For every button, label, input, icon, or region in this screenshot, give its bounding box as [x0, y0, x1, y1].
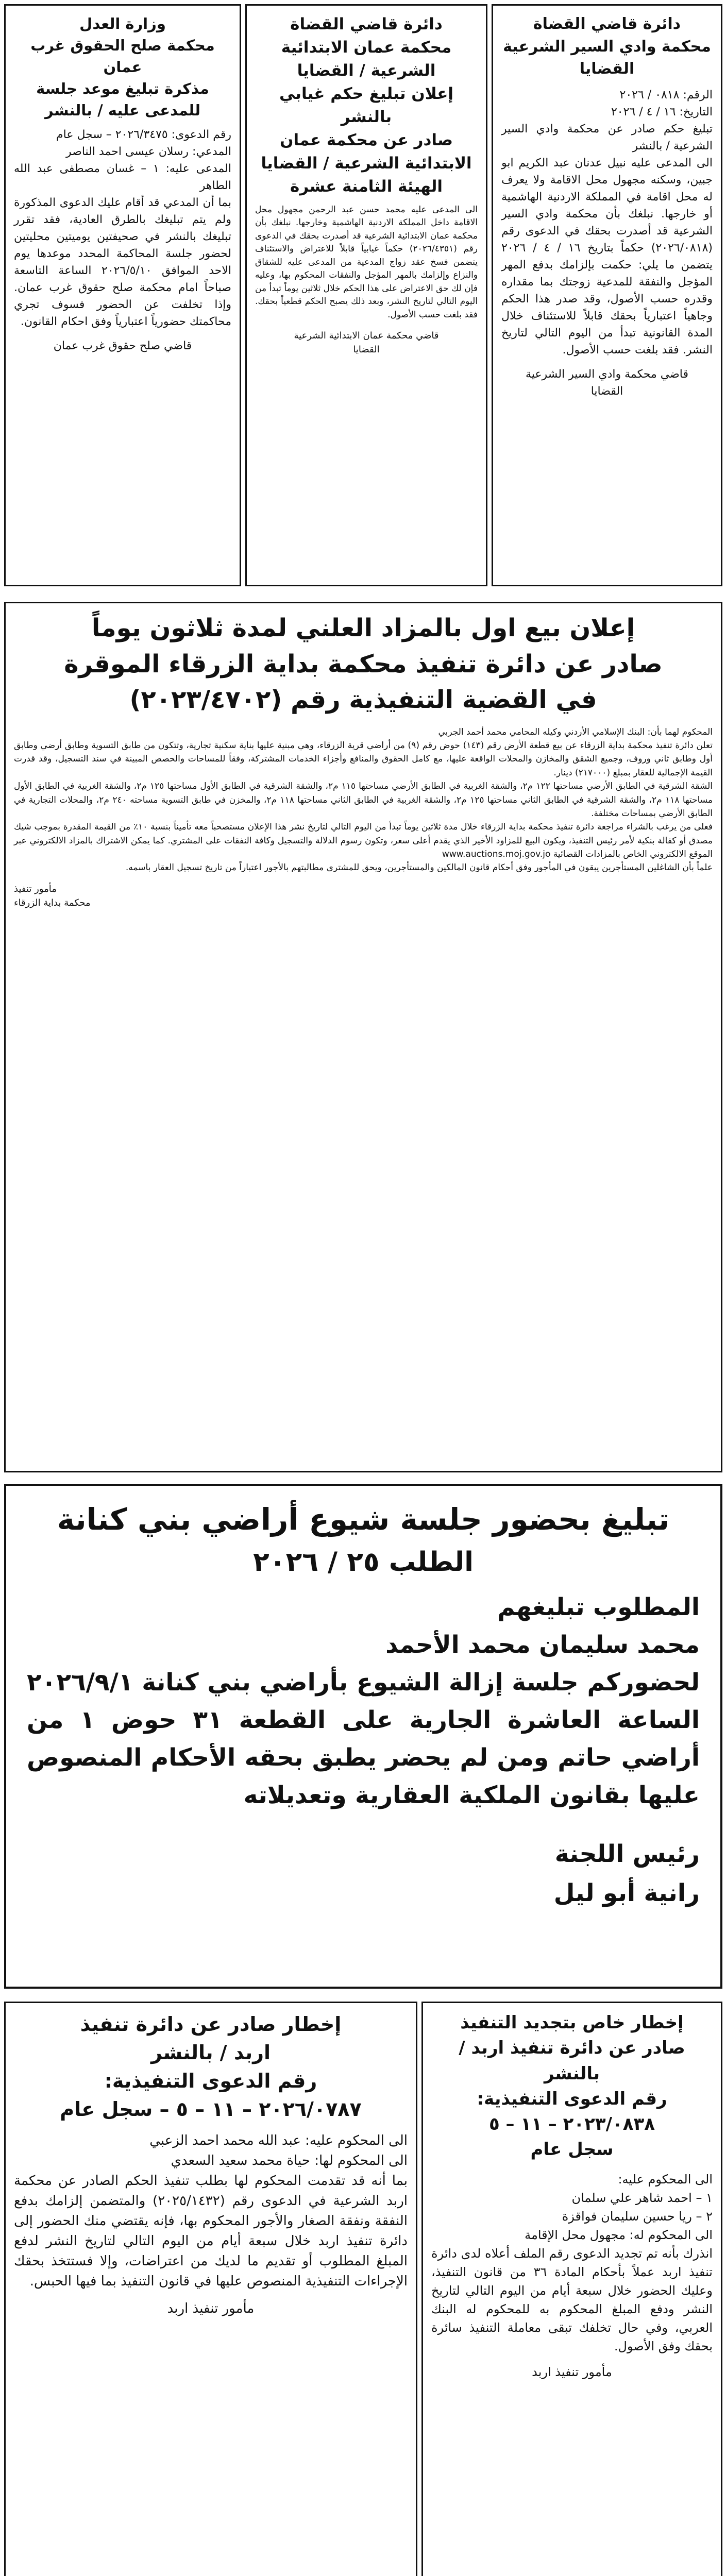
zarqa-auction-notice: [4, 602, 722, 1472]
notice-body: المطلوب تبليغهم محمد سليمان محمد الأحمد لحضوركم جلسة إزالة الشيوع بأراضي بني كنانة ٢٠٢٦/٩/١ الساعة العاشرة الجارية على القطعة ٣١ حوض ١ من أراضي حاتم ومن لم يحضر يطبق بحقه الأحكام المنصوص عليها بقانون الملكية العقارية وتعديلاته: [27, 1593, 700, 1809]
irbid-execution-notice: [4, 2002, 417, 2576]
notice-title: تبليغ بحضور جلسة شيوع أراضي بني كنانة: [57, 1502, 670, 1537]
request-number: الطلب ٢٥ / ٢٠٢٦: [252, 1547, 474, 1578]
notice-header: وزارة العدل محكمة صلح الحقوق غرب عمان مذكرة تبليغ موعد جلسة للمدعى عليه / بالنشر: [30, 15, 215, 120]
notice-signature: قاضي محكمة وادي السير الشرعية القضايا: [526, 367, 688, 398]
auction-headline: إعلان بيع اول بالمزاد العلني لمدة ثلاثون يوماً صادر عن دائرة تنفيذ محكمة بداية الزرقاء الموقرة في القضية التنفيذية رقم (٢٠٢٣/٤٧٠٢): [64, 614, 663, 715]
notice-body: الى المحكوم عليه: ١ – احمد شاهر علي سلمان ٢ – ريا حسين سليمان فواقزة الى المحكوم له: مجهول محل الإقامة انذرك بأنه تم تجديد الدعوى رقم الملف أعلاه لدى دائرة تنفيذ اربد عملاً بأحكام المادة ٣٦ من قانون التنفيذ، وعليك الحضور خلال سبعة أيام من اليوم التالي لتاريخ النشر ودفع المبلغ المحكوم به للمحكوم له البنك العربي، وفي حال تخلفك تبقى معاملة التنفيذ سائرة بحقك وفق الأصول.: [431, 2172, 713, 2353]
notice-header: إخطار صادر عن دائرة تنفيذ اربد / بالنشر رقم الدعوى التنفيذية: ٢٠٢٦/٠٧٨٧ – ١١ – ٥ – سجل عام: [60, 2013, 362, 2121]
wadi-al-seer-court-notice: [492, 4, 722, 586]
notice-body: الى المحكوم عليه: عبد الله محمد احمد الزعبي الى المحكوم لها: حياة محمد سعيد السعدي بما أنه قد تقدمت المحكوم لها بطلب تنفيذ الحكم الصادر عن محكمة اربد الشرعية في الدعوى رقم (٢٠٢٥/١٤٣٢) والمتضمن إلزامك بدفع النفقة ونفقة الصغار والأجور المحكوم بها، فإنه يقتضي منك الحضور إلى دائرة تنفيذ اربد خلال سبعة أيام من اليوم التالي لتاريخ النشر لدفع المبلغ المطلوب أو تقديم ما لديك من اعتراضات، وإلا فستتخذ بحقك الإجراءات التنفيذية المنصوص عليها في قانون التنفيذ بما فيها الحبس.: [14, 2133, 408, 2290]
irbid-execution-renewal-notice: [421, 2002, 722, 2576]
notice-header: دائرة قاضي القضاة محكمة عمان الابتدائية الشرعية / القضايا إعلان تبليغ حكم غيابي بالنشر صادر عن محكمة عمان الابتدائية الشرعية / القضايا الهيئة الثامنة عشرة: [261, 15, 472, 196]
bani-kinana-notice: [4, 1484, 722, 1989]
notice-signature: قاضي صلح حقوق غرب عمان: [53, 340, 192, 353]
notice-signature: قاضي محكمة عمان الابتدائية الشرعية القضايا: [294, 330, 439, 355]
notice-body: الرقم: ٠٨١٨ / ٢٠٢٦ التاريخ: ١٦ / ٤ / ٢٠٢٦ تبليغ حكم صادر عن محكمة وادي السير الشرعية / بالنشر الى المدعى عليه نبيل عدنان عبد الكريم ابو جبين، وسكنه مجهول محل الاقامة ولا يعرف له محل اقامة في المملكة الاردنية الهاشمية أو خارجها. نبلغك بأن محكمة وادي السير الشرعية قد أصدرت بحقك في الدعوى رقم (٢٠٢٦/٠٨١٨) حكماً بتاريخ ١٦ / ٤ / ٢٠٢٦ يتضمن ما يلي: حكمت بإلزامك بدفع المهر المؤجل والنفقة للمدعية زوجتك بما مقداره وقدره حسب الأصول، وقد صدر هذا الحكم وجاهياً اعتبارياً بحقك قابلاً للاستئناف خلال المدة القانونية تبدأ من اليوم التالي لتاريخ النشر. فقد بلغت حسب الأصول.: [501, 88, 713, 357]
notice-body: رقم الدعوى: ٢٠٢٦/٣٤٧٥ – سجل عام المدعي: رسلان عيسى احمد الناصر المدعى عليه: ١ – غسان مصطفى عبد الله الطاهر بما أن المدعي قد أقام عليك الدعوى المذكورة ولم يتم تبليغك بالطرق العادية، فقد تقرر تبليغك بالنشر في صحيفتين يوميتين محليتين لحضور جلسة المحاكمة المحدد موعدها يوم الاحد الموافق ٢٠٢٦/٥/١٠ الساعة التاسعة صباحاً امام محكمة صلح حقوق غرب عمان. وإذا تخلفت عن الحضور فسوف تجري محاكمتك حضورياً اعتبارياً وفق احكام القانون.: [14, 128, 231, 329]
notice-header: دائرة قاضي القضاة محكمة وادي السير الشرعية القضايا: [503, 15, 711, 78]
justice-ministry-notice: [4, 4, 241, 586]
auction-body: المحكوم لهما بأن: البنك الإسلامي الأردني وكيله المحامي محمد أحمد الجربي تعلن دائرة تنفيذ محكمة بداية الزرقاء عن بيع قطعة الأرض رقم (١٤٣) حوض رقم (٩) من أراضي قرية الزرقاء، وهي مبنية عليها بناية سكنية تجارية، وتتكون من طابق التسوية وطابق أرضي وطابق أول وطابق ثاني وروف، وجميع الشقق والمخازن والمحلات الواقعة عليها، مع كامل الحقوق والمنافع وأجزاء الخدمات المشتركة، وفقاً للمساحات والحصص المبينة في سند التسجيل، وقد قدرت القيمة الإجمالية للعقار بمبلغ (٢١٧٠٠٠) دينار. الشقة الشرقية في الطابق الأرضي مساحتها ١٢٢ م٢، والشقة الغربية في الطابق الأرضي مساحتها ١١٥ م٢، والشقة الشرقية في الطابق الأول مساحتها ١٢٥ م٢، والشقة الغربية في الطابق الأول مساحتها ١١٨ م٢، والشقة الشرقية في الطابق الثاني مساحتها ١٢٥ م٢، والشقة الغربية في الطابق الثاني مساحتها ١١٨ م٢، والمخزن في طابق التسوية مساحته ٢٤٠ م٢، والمحلات التجارية في الطابق الأرضي بمساحات مختلفة. فعلى من يرغب بالشراء مراجعة دائرة تنفيذ محكمة بداية الزرقاء خلال مدة ثلاثين يوماً تبدأ من اليوم التالي لتاريخ نشر هذا الإعلان مستصحباً معه تأميناً بنسبة ١٠٪ من القيمة المقدرة بموجب شيك مصدق أو كفالة بنكية لأمر رئيس التنفيذ، ويكون البيع للمزاود الأخير الذي يقدم أعلى سعر، وتكون رسوم الدلالة والتسجيل وكافة النفقات على المشتري. كما يمكن الاشتراك بالمزاد الالكتروني عبر الموقع الالكتروني الخاص بالمزادات القضائية www.auctions.moj.gov.jo علماً بأن الشاغلين المستأجرين يبقون في المأجور وفق أحكام قانون المالكين والمستأجرين، ويحق للمشتري مطالبتهم بالأجور اعتباراً من تاريخ تسجيل العقار باسمه.: [14, 726, 713, 873]
notice-header: إخطار خاص بتجديد التنفيذ صادر عن دائرة تنفيذ اربد / بالنشر رقم الدعوى التنفيذية: ٢٠٢٣/٠٨٣٨ – ١١ – ٥ سجل عام: [459, 2012, 685, 2160]
notice-signature: رئيس اللجنة رانية أبو ليل: [553, 1840, 700, 1907]
auction-signature: مأمور تنفيذ محكمة بداية الزرقاء: [14, 883, 91, 908]
notice-signature: مأمور تنفيذ اربد: [532, 2364, 612, 2379]
notice-signature: مأمور تنفيذ اربد: [167, 2301, 255, 2317]
amman-primary-court-notice: [245, 4, 487, 586]
notice-body: الى المدعى عليه محمد حسن عبد الرحمن مجهول محل الاقامة داخل المملكة الاردنية الهاشمية وخارجها. نبلغك بأن محكمة عمان الابتدائية الشرعية قد أصدرت بحقك في الدعوى رقم (٢٠٢٦/٤٣٥١) حكماً غيابياً قابلاً للاعتراض والاستئناف يتضمن فسخ عقد زواج المدعية من المدعى عليه للشقاق والنزاع وإلزامك بالمهر المؤجل والنفقات المحكوم بها، وعليه فإن لك حق الاعتراض على هذا الحكم خلال ثلاثين يوماً تبدأ من اليوم التالي لتاريخ النشر، وبعد ذلك يصبح الحكم قطعياً بحقك. فقد بلغت حسب الأصول.: [255, 204, 478, 320]
